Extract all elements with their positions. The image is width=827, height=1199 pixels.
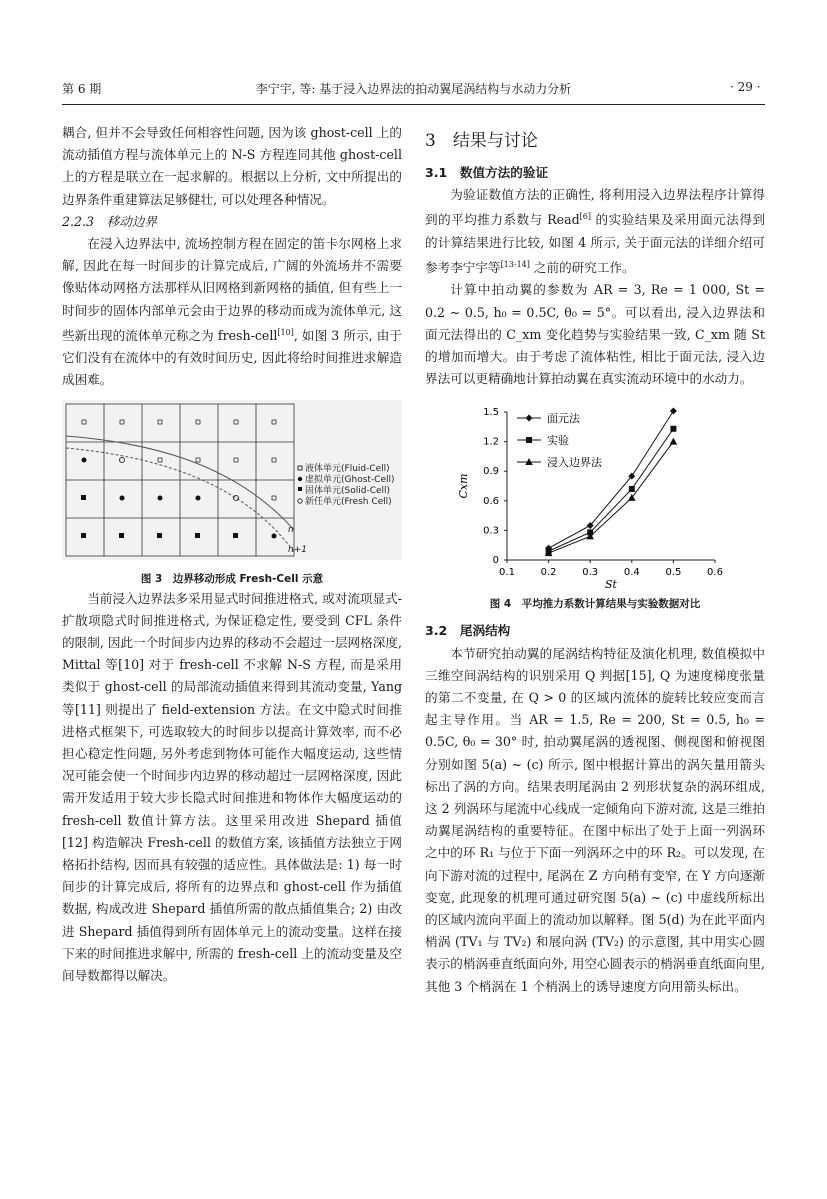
- y-axis-label: Cxm: [457, 473, 470, 499]
- figure-4: [425, 400, 765, 590]
- paragraph: 计算中拍动翼的参数为 AR = 3, Re = 1 000, St = 0.2 ~ 0.5, h₀ = 0.5C, θ₀ = 5°。可以看出, 浸入边界法和面元法得出的 C_xm 变化趋势与实验结果一致, C_xm 随 St 的增加而增大。由于考虑了流体粘性, 相比于面元法, 浸入边界法可以更精确地计算拍动翼在真实流动环境中的水动力。: [425, 282, 765, 387]
- y-tick-label: 0: [492, 555, 499, 567]
- section-heading-3-2: 3.2 尾涡结构: [425, 623, 511, 639]
- fresh-cell-grid-diagram: [62, 400, 402, 560]
- data-point-square: [526, 437, 532, 443]
- left-column: [62, 122, 402, 987]
- data-point-triangle: [670, 438, 678, 445]
- legend-ghost-cell: 虚拟单元(Ghost-Cell): [305, 474, 395, 485]
- x-tick-label: 0.6: [707, 567, 723, 579]
- x-tick-label: 0.1: [499, 567, 515, 579]
- legend-label: 浸入边界法: [547, 456, 602, 470]
- data-point-diamond: [670, 408, 677, 415]
- label-n-plus-1: n+1: [288, 544, 307, 555]
- issue-number: 第 6 期: [62, 82, 102, 96]
- series-line-diamond: [549, 411, 674, 548]
- section-heading-2-2-3: 2.2.3 移动边界: [62, 213, 158, 229]
- paragraph: 为验证数值方法的正确性, 将利用浸入边界法程序计算得到的平均推力系数与 Read[6] 的实验结果及采用面元法得到的计算结果进行比较, 如图 4 所示, 关于面元法的详细介绍可参考李宁宇等[13-14] 之前的研究工作。: [425, 187, 765, 276]
- header-rule: [62, 104, 765, 105]
- data-point-square: [670, 426, 676, 432]
- data-point-square: [629, 486, 635, 492]
- y-tick-label: 0.6: [483, 496, 499, 508]
- x-tick-label: 0.5: [665, 567, 682, 579]
- paragraph: 耦合, 但并不会导致任何相容性问题, 因为该 ghost-cell 上的流动插值方程与流体单元上的 N-S 方程连同其他 ghost-cell 上的方程是联立在一起求解的。根据以上分析, 文中所提出的边界条件重建算法足够健壮, 可以处理各种情况。: [62, 125, 402, 207]
- legend-solid-cell: 固体单元(Solid-Cell): [305, 485, 391, 496]
- y-tick-label: 1.2: [483, 437, 499, 449]
- paragraph: 在浸入边界法中, 流场控制方程在固定的笛卡尔网格上求解, 因此在每一时间步的计算完成后, 广阔的外流场并不需要像贴体动网格方法那样从旧网格到新网格的插值, 但有些上一时间步的固体内部单元会由于边界的移动而成为流体单元, 这些新出现的流体单元称之为 fresh-cell[10], 如图 3 所示, 由于它们没有在流体中的有效时间历史, 因此将给时间推进求解造成困难。: [62, 236, 402, 388]
- paragraph: 当前浸入边界法多采用显式时间推进格式, 或对流项显式-扩散项隐式时间推进格式, 为保证稳定性, 要受到 CFL 条件的限制, 因此一个时间步内边界的移动不会超过一层网格深度, Mittal 等[10] 对于 fresh-cell 不求解 N-S 方程, 而是采用类似于 ghost-cell 的局部流动插值来得到其流动变量, Yang 等[11] 则提出了 field-extension 方法。在文中隐式时间推进格式框架下, 可选取较大的时间步以提高计算效率, 而不必担心稳定性问题, 另外考虑到物体可能作大幅度运动, 这些情况可能会使一个时间步内边界的移动超过一层网格深度, 因此需开发适用于较大步长隐式时间推进和物体作大幅度运动的 fresh-cell 数值计算方法。这里采用改进 Shepard 插值[12] 构造解决 Fresh-cell 的数值方案, 该插值方法独立于网格拓扑结构, 因而具有较强的适应性。具体做法是: 1) 每一时间步的计算完成后, 将所有的边界点和 ghost-cell 作为插值数据, 构成改进 Shepard 插值所需的散点插值集合; 2) 由改进 Shepard 插值得到所有固体单元上的流动变量。这样在接下来的时间推进求解中, 所需的 fresh-cell 上的流动变量及空间导数都得以解决。: [62, 590, 403, 984]
- x-axis-label: St: [605, 578, 617, 591]
- page-number: · 29 ·: [730, 80, 761, 94]
- running-title: 李宁宇, 等: 基于浸入边界法的拍动翼尾涡结构与水动力分析: [255, 82, 572, 96]
- paragraph: 本节研究拍动翼的尾涡结构特征及演化机理, 数值模拟中三维空间涡结构的识别采用 Q 判据[15], Q 为速度梯度张量的第二不变量, 在 Q > 0 的区域内流体的旋转比较应变而言起主导作用。当 AR = 1.5, Re = 200, St = 0.5, h₀ = 0.5C, θ₀ = 30° 时, 拍动翼尾涡的透视图、侧视图和俯视图分别如图 5(a) ~ (c) 所示, 图中根据计算出的涡矢量用箭头标出了涡的方向。结果表明尾涡由 2 列形状复杂的涡环组成, 这 2 列涡环与尾流中心线成一定倾角向下游对流, 这是三维拍动翼尾涡结构的重要特征。在图中标出了处于上面一列涡环之中的环 R₁ 与位于下面一列涡环之中的环 R₂。可以发现, 在向下游对流的过程中, 尾涡在 Z 方向稍有变窄, 在 Y 方向逐渐变宽, 此现象的机理可通过研究图 5(a) ~ (c) 中虚线所标出的区域内流向平面上的流动加以解释。图 5(d) 为在此平面内梢涡 (TV₁ 与 TV₂) 和展向涡 (TV₂) 的示意图, 其中用实心圆表示的梢涡垂直纸面向外, 用空心圆表示的梢涡垂直纸面向里, 其他 3 个梢涡在 1 个梢涡上的诱导速度方向用箭头标出。: [425, 645, 765, 994]
- right-column: [425, 122, 765, 998]
- legend-fluid-cell: 液体单元(Fluid-Cell): [305, 463, 390, 474]
- y-tick-label: 0.3: [483, 525, 499, 537]
- x-tick-label: 0.2: [540, 567, 557, 579]
- figure-3-caption: 图 3 边界移动形成 Fresh-Cell 示意: [140, 572, 324, 585]
- data-point-diamond: [526, 415, 533, 422]
- series-line-square: [549, 429, 674, 551]
- section-heading-3: 3 结果与讨论: [425, 131, 538, 151]
- label-n: n: [288, 524, 294, 535]
- section-heading-3-1: 3.1 数值方法的验证: [425, 165, 549, 180]
- y-tick-label: 0.9: [483, 466, 499, 478]
- legend-label: 实验: [547, 434, 569, 448]
- legend-label: 面元法: [547, 412, 580, 426]
- thrust-coefficient-chart: [425, 400, 765, 590]
- x-tick-label: 0.3: [582, 567, 599, 579]
- x-tick-label: 0.4: [623, 567, 640, 579]
- legend-fresh-cell: 新任单元(Fresh Cell): [305, 496, 392, 507]
- figure-4-caption: 图 4 平均推力系数计算结果与实验数据对比: [489, 598, 701, 611]
- figure-3: [62, 400, 402, 640]
- y-tick-label: 1.5: [483, 407, 499, 419]
